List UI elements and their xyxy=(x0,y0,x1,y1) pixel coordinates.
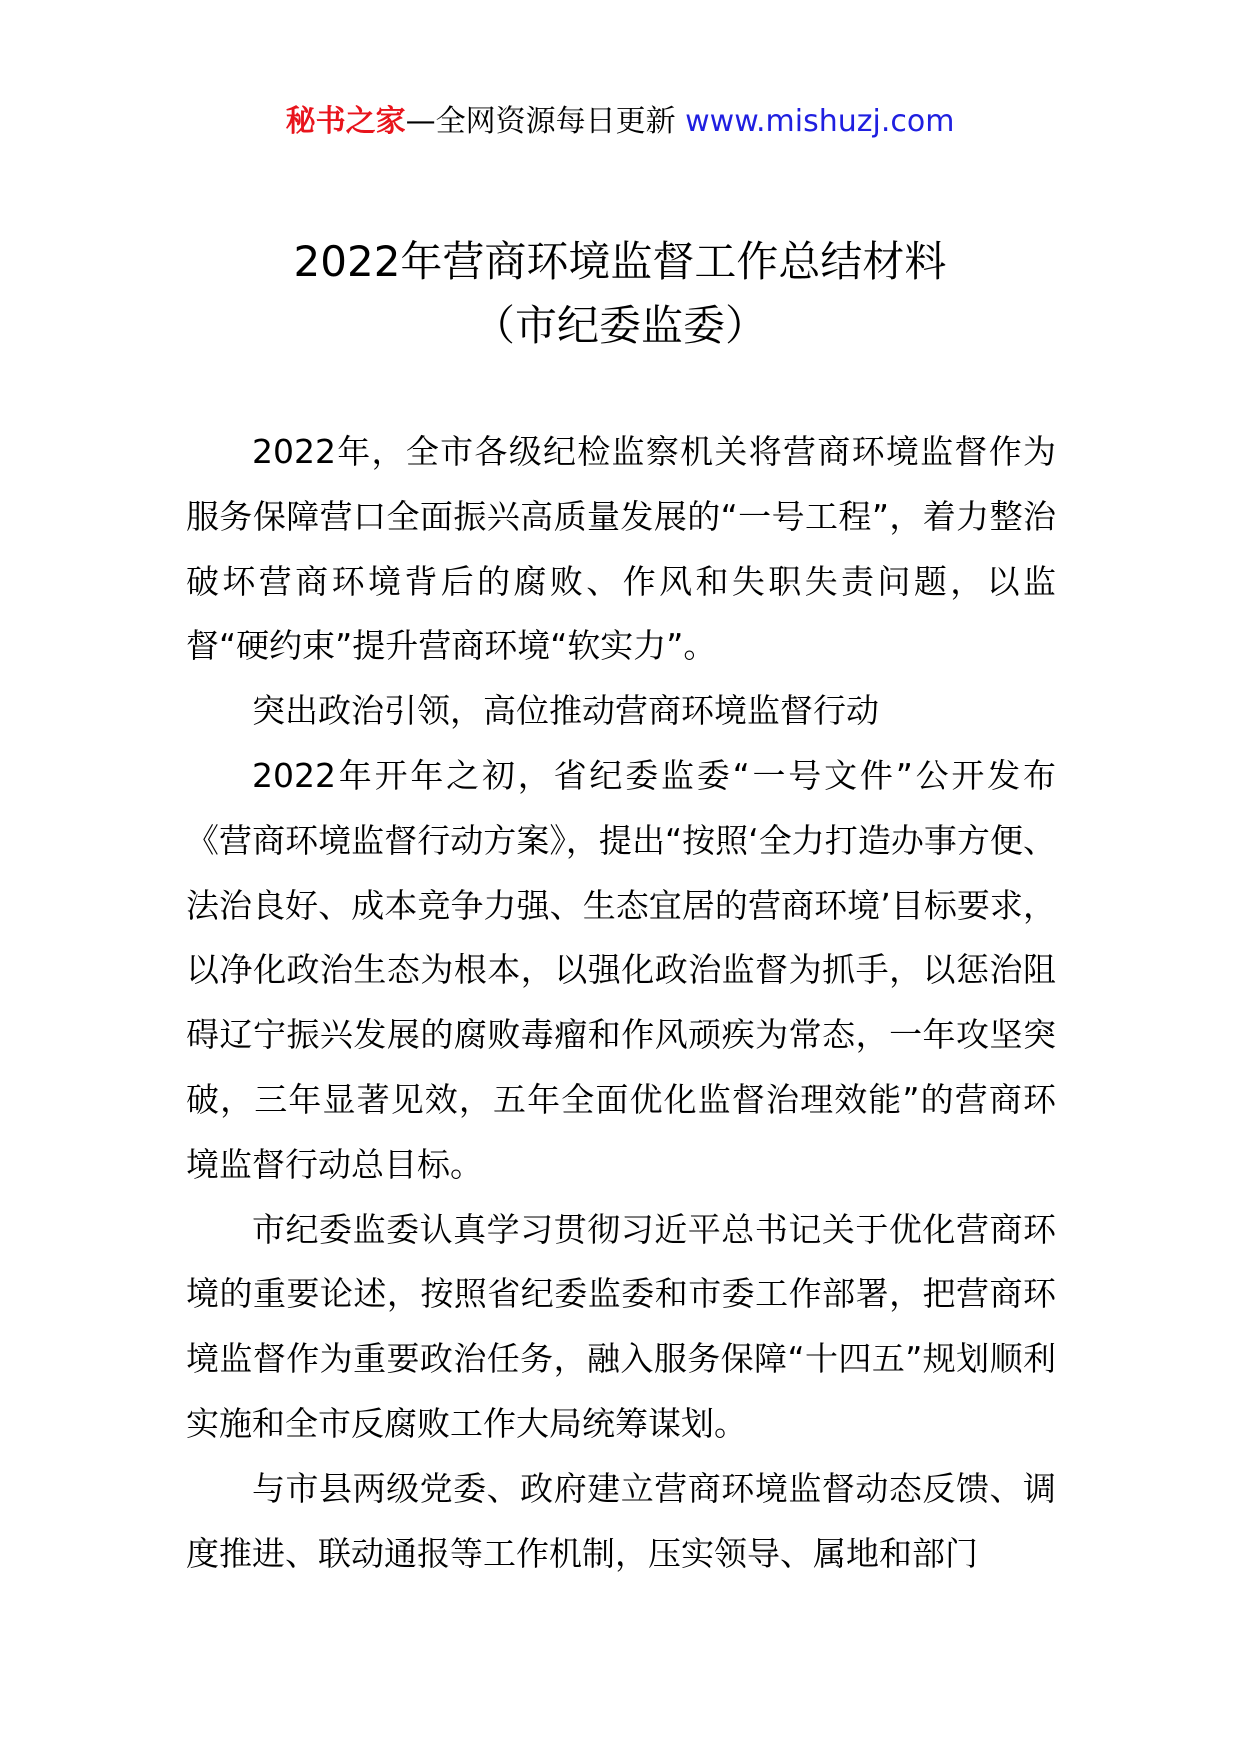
header-slogan: —全网资源每日更新 xyxy=(405,104,686,139)
title-line-2: （市纪委监委） xyxy=(472,301,767,350)
section-heading: 突出政治引领，高位推动营商环境监督行动 xyxy=(252,691,879,731)
title-line-1: 2022年营商环境监督工作总结材料 xyxy=(293,237,947,286)
document-body xyxy=(186,420,1056,1586)
body-paragraph: 市纪委监委认真学习贯彻习近平总书记关于优化营商环境的重要论述，按照省纪委监委和市委工作部署，把营商环境监督作为重要政治任务，融入服务保障“十四五”规划顺利实施和全市反腐败工作大局统筹谋划。 xyxy=(186,1209,1056,1443)
site-header xyxy=(0,100,1240,144)
body-paragraph: 2022年，全市各级纪检监察机关将营商环境监督作为服务保障营口全面振兴高质量发展的“一号工程”，着力整治破坏营商环境背后的腐败、作风和失职失责问题，以监督“硬约束”提升营商环境“软实力”。 xyxy=(186,432,1056,666)
header-url-link[interactable]: www.mishuzj.com xyxy=(685,104,955,139)
body-paragraph: 2022年开年之初，省纪委监委“一号文件”公开发布《营商环境监督行动方案》，提出“按照‘全力打造办事方便、法治良好、成本竞争力强、生态宜居的营商环境’目标要求，以净化政治生态为根本，以强化政治监督为抓手，以惩治阻碍辽宁振兴发展的腐败毒瘤和作风顽疾为常态，一年攻坚突破，三年显著见效，五年全面优化监督治理效能”的营商环境监督行动总目标。 xyxy=(186,755,1056,1184)
brand-name: 秘书之家 xyxy=(285,104,406,139)
document-title xyxy=(0,230,1240,358)
body-paragraph: 与市县两级党委、政府建立营商环境监督动态反馈、调度推进、联动通报等工作机制，压实领导、属地和部门 xyxy=(186,1468,1056,1573)
